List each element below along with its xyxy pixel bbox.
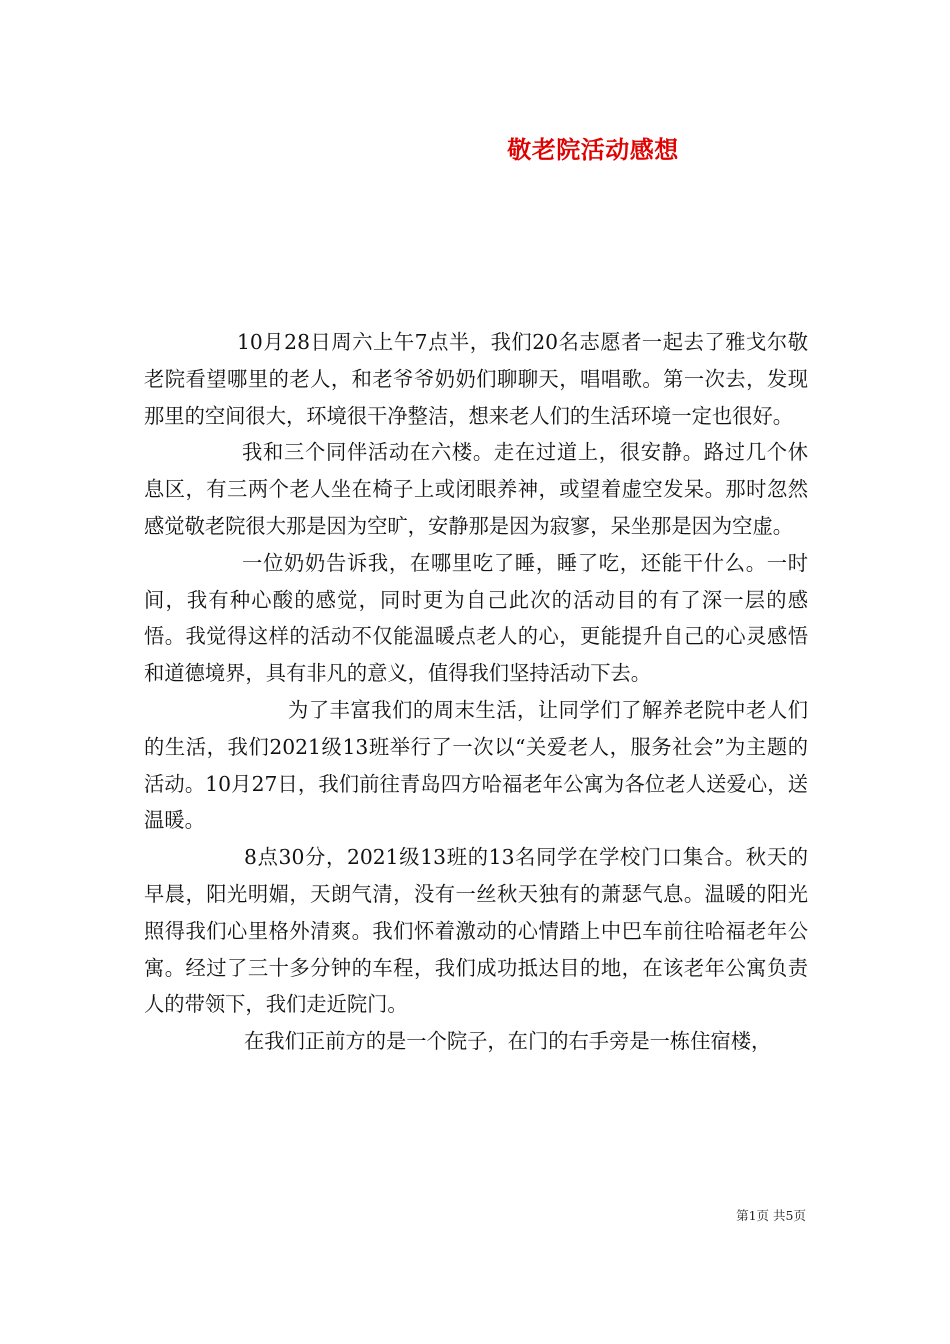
paragraph: 我和三个同伴活动在六楼。走在过道上，很安静。路过几个休息区，有三两个老人坐在椅子上或闭眼养神，或望着虚空发呆。那时忽然感觉敬老院很大那是因为空旷，安静那是因为寂寥，呆坐那是因为空虚。: [144, 440, 808, 538]
paragraph: 一位奶奶告诉我，在哪里吃了睡，睡了吃，还能干什么。一时间，我有种心酸的感觉，同时更为自己此次的活动目的有了深一层的感悟。我觉得这样的活动不仅能温暖点老人的心，更能提升自己的心灵感悟和道德境界，具有非凡的意义，值得我们坚持活动下去。: [144, 550, 808, 686]
page-title: 敬老院活动感想: [507, 135, 679, 164]
document-body: [144, 324, 808, 1060]
paragraph: 10月28日周六上午7点半，我们20名志愿者一起去了雅戈尔敬老院看望哪里的老人，和老爷爷奶奶们聊聊天，唱唱歌。第一次去，发现那里的空间很大，环境很干净整洁，想来老人们的生活环境一定也很好。: [144, 330, 808, 428]
paragraph: 为了丰富我们的周末生活，让同学们了解养老院中老人们的生活，我们2021级13班举行了一次以“关爱老人，服务社会”为主题的活动。10月27日，我们前往青岛四方哈福老年公寓为各位老人送爱心，送温暖。: [144, 697, 808, 833]
paragraph: 8点30分，2021级13班的13名同学在学校门口集合。秋天的早晨，阳光明媚，天朗气清，没有一丝秋天独有的萧瑟气息。温暖的阳光照得我们心里格外清爽。我们怀着激动的心情踏上中巴车前往哈福老年公寓。经过了三十多分钟的车程，我们成功抵达目的地，在该老年公寓负责人的带领下，我们走近院门。: [144, 845, 808, 1017]
page-number: 第1页 共5页: [736, 1208, 806, 1223]
paragraph: 在我们正前方的是一个院子，在门的右手旁是一栋住宿楼，: [244, 1029, 772, 1054]
